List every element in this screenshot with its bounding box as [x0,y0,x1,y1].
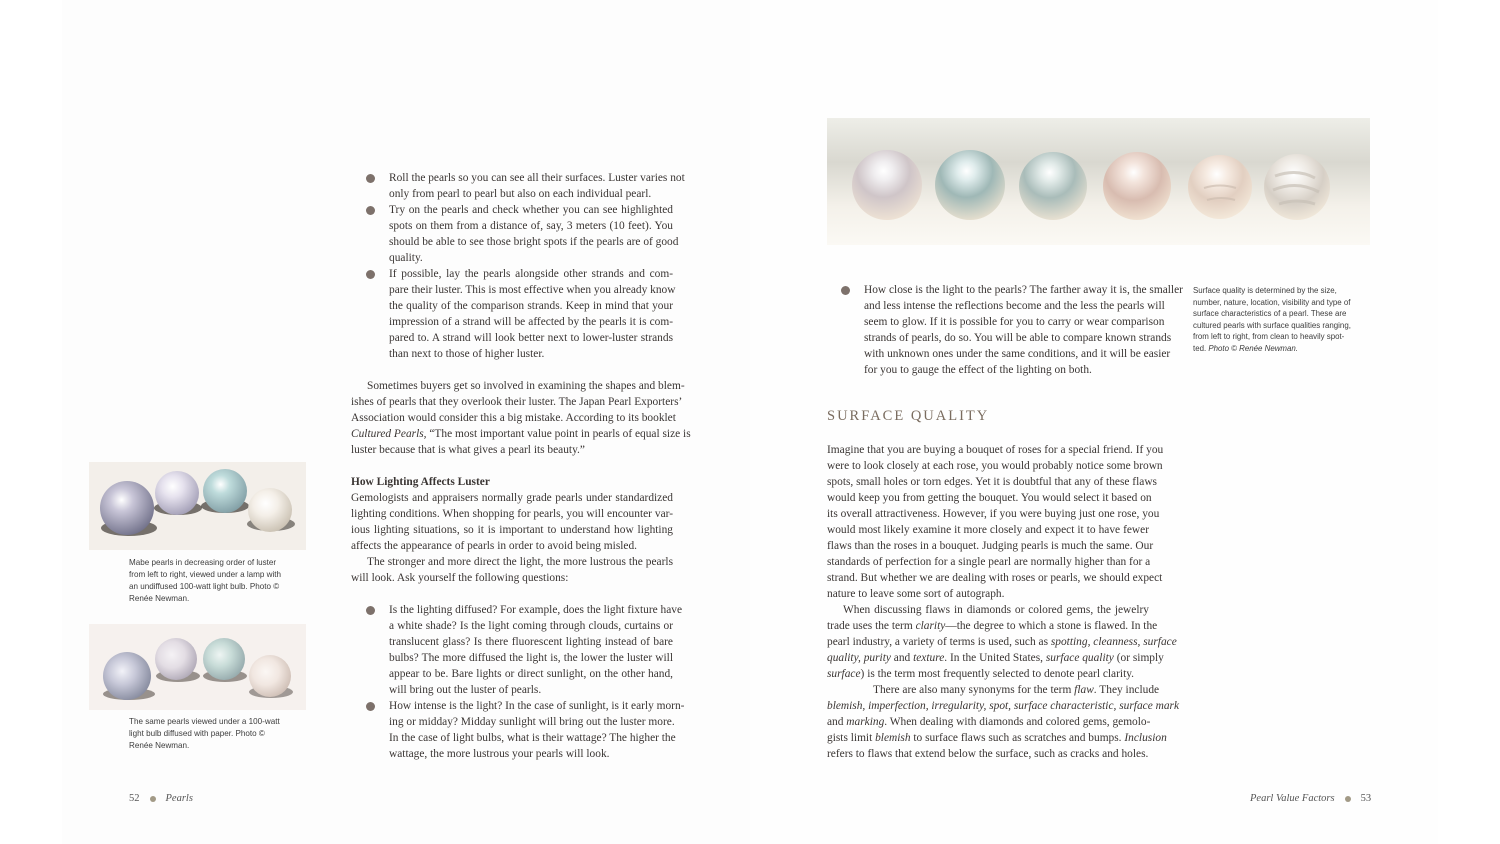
bullet-intensity [361,698,685,762]
text-span: . In the United States, [944,652,1046,664]
text-line: strands of pearls, do so. You will be able to compare known strands [864,332,1172,344]
term: spotting, cleanness, surface [1050,636,1177,648]
bullet-icon [366,206,375,215]
bullet-icon [366,702,375,711]
paragraph-stronger [351,554,673,586]
photo-credit: Photo © Renée Newman. [1208,343,1298,353]
text-line: pared to. A strand will look better next to lower-luster strands [389,332,673,344]
bullet-try-on [361,202,679,266]
text-line [827,698,1180,714]
text-line: ishes of pearls that they overlook their luster. The Japan Pearl Exporters’ [351,396,683,408]
text-span: There are also many synonyms for the term [873,684,1075,696]
text-span: —the degree to which a stone is flawed. In the [945,620,1158,632]
caption-line: number, nature, location, visibility and type of [1193,297,1351,307]
text-span: ted. [1193,343,1209,353]
text-line: Is the lighting diffused? For example, does the light fixture have [389,604,683,616]
text-line: spots on them from a distance of, say, 3 meters (10 feet). You [389,220,673,232]
term: clarity [915,620,946,632]
text-line: nature to leave some sort of autograph. [827,588,1005,600]
text-line: and less intense the reflections become and the less the pearls will [864,300,1165,312]
term: surface quality [1045,652,1114,664]
text-span: and [827,716,847,728]
right-bullet-column [836,282,1183,378]
text-line: ious lighting situations, so it is important to understand how lighting [351,524,673,536]
left-text-column [361,170,685,362]
term: texture [913,652,945,664]
term: marking [846,716,885,728]
left-text-bullets-bottom [361,602,685,762]
text-line [827,618,1158,634]
text-line: In the case of light bulbs, what is their wattage? The higher the [389,732,676,744]
surface-quality-pearls-photo [827,118,1370,245]
text-line: The stronger and more direct the light, the more lustrous the pearls [367,556,673,568]
subheading-lighting: How Lighting Affects Luster [351,476,490,488]
text-line: How intense is the light? In the case of sunlight, is it early morn- [389,700,685,712]
caption-line: an undiffused 100-watt light bulb. Photo © [129,582,280,591]
paragraph-gemologists [351,490,673,554]
text-line: luster because that is what gives a pearl its beauty.” [351,444,585,456]
caption-line: Renée Newman. [129,741,190,750]
text-line: flaws than the roses in a bouquet. Judging pearls is much the same. Our [827,540,1154,552]
text-line: its overall attractiveness. However, if you were buying just one rose, you [827,508,1160,520]
paragraph-synonyms [827,682,1180,762]
text-line: impression of a strand will be affected by the pearls it is com- [389,316,673,328]
text-line: translucent glass? Is there fluorescent lighting instead of bare [389,636,673,648]
term-list: blemish, imperfection, irregularity, spot, surface characteristic, surface mark [827,700,1180,712]
paragraph-roses [827,442,1164,602]
page-number: 52 [129,793,140,804]
mabe-pearls-photo-undiffused [89,462,306,550]
text-line: ing or midday? Midday sunlight will bring out the luster more. [389,716,675,728]
text-line [827,714,1149,730]
caption-line: Surface quality is determined by the size, [1193,286,1337,295]
text-line: the quality of the comparison strands. Keep in mind that your [389,300,673,312]
caption-line [1193,343,1373,355]
outer-margin [0,0,62,844]
text-line: lighting conditions. When shopping for pearls, you will encounter var- [351,508,673,520]
term: blemish [875,732,911,744]
bullet-icon [366,270,375,279]
text-line: Association would consider this a big mistake. According to its booklet [351,412,676,424]
caption-line: from left to right, from clean to heavily spot- [1193,332,1345,342]
text-line [827,650,1164,666]
text-line: appear to be. Bare lights or direct sunlight, on the other hand, [389,668,673,680]
folio-dot-icon [1345,796,1351,802]
folio-dot-icon [150,796,156,802]
text-line: seem to glow. If it is possible for you to carry or wear comparison [864,316,1165,328]
text-span: pearl industry, a variety of terms is used, such as [827,636,1051,648]
text-line: Try on the pearls and check whether you can see highlighted [389,204,673,216]
bullet-icon [366,606,375,615]
text-line: spots, small holes or torn edges. Yet it is doubtful that any of these flaws [827,476,1157,488]
term: flaw [1074,684,1094,696]
photo-caption-undiffused [129,557,301,605]
text-line: Sometimes buyers get so involved in examining the shapes and blem- [367,380,685,392]
text-line: bulbs? The more diffused the light is, the lower the luster will [389,652,673,664]
bullet-icon [841,286,850,295]
text-line: If possible, lay the pearls alongside other strands and com- [389,268,673,280]
caption-line: light bulb diffused with paper. Photo © [129,729,265,738]
text-line [827,666,1149,682]
text-span: to surface flaws such as scratches and bumps. [910,732,1125,744]
text-line: Roll the pearls so you can see all their surfaces. Luster varies not [389,172,685,184]
text-span: trade uses the term [827,620,916,632]
paragraph-mistake [351,378,691,458]
photo-caption-diffused [129,716,301,752]
text-line [827,634,1177,650]
term: Inclusion [1124,732,1167,744]
running-head: Pearl Value Factors [1250,793,1335,804]
text-line: pare their luster. This is most effective when you already know [389,284,676,296]
text-span: gists limit [827,732,876,744]
caption-line: surface characteristics of a pearl. These are [1193,309,1347,319]
bullet-compare-strands [361,266,676,362]
bullet-icon [366,174,375,183]
text-line [827,730,1167,746]
text-line: only from pearl to pearl but also on each individual pearl. [389,188,652,200]
text-line: wattage, the more lustrous your pearls will look. [389,748,610,760]
mabe-pearls-photo-diffused [89,624,306,710]
left-text-body [351,378,691,586]
text-line: affects the appearance of pearls in order to avoid being misled. [351,540,638,552]
right-text-body [827,442,1180,762]
text-line: a white shade? Is the light coming through clouds, curtains or [389,620,673,632]
text-span: and [890,652,914,664]
text-span: (or simply [1113,652,1164,664]
term: quality, purity [827,652,891,664]
text-line: Gemologists and appraisers normally grade pearls under standardized [351,492,673,504]
bullet-roll-pearls [361,170,685,202]
caption-line: cultured pearls with surface qualities ranging, [1193,320,1351,330]
text-line: would keep you from getting the bouquet. You would select it based on [827,492,1152,504]
paragraph-clarity [827,602,1177,682]
text-line: refers to flaws that extend below the surface, such as cracks and holes. [827,748,1149,760]
caption-line: Renée Newman. [129,594,190,603]
text-line: Imagine that you are buying a bouquet of roses for a special friend. If you [827,444,1164,456]
right-folio [1250,793,1371,804]
section-heading-surface-quality: SURFACE QUALITY [827,408,990,424]
term: surface [827,668,861,680]
text-line: than next to those of higher luster. [389,348,545,360]
text-line: quality. [389,252,423,264]
text-line: with unknown ones under the same conditions, and it will be easier [864,348,1171,360]
text-line [351,426,691,442]
text-line: for you to gauge the effect of the lighting on both. [864,364,1092,376]
running-head: Pearls [165,793,193,804]
caption-line: The same pearls viewed under a 100-watt [129,717,280,726]
text-line [827,682,1160,698]
text-span: . They include [1093,684,1160,696]
caption-line: Mabe pearls in decreasing order of luster [129,558,277,567]
page-number: 53 [1360,793,1372,804]
text-line: would most likely examine it more closely and expect it to have fewer [827,524,1149,536]
text-line: were to look closely at each rose, you would probably notice some brown [827,460,1163,472]
photo-caption-surface-quality [1193,285,1373,355]
booklet-title: Cultured Pearls, [351,428,427,440]
text-line: How close is the light to the pearls? The farther away it is, the smaller [864,284,1183,296]
text-line: standards of perfection for a single pearl are normally higher than for a [827,556,1151,568]
text-line: will bring out the luster of pearls. [389,684,542,696]
text-line: will look. Ask yourself the following questions: [351,572,569,584]
text-span: “The most important value point in pearls of equal size is [426,428,691,440]
caption-line: from left to right, viewed under a lamp with [129,570,282,579]
bullet-diffused [361,602,683,698]
text-line: should be able to see those bright spots if the pearls are of good [389,236,679,248]
text-span: . When dealing with diamonds and colored gems, gemolo- [884,716,1151,728]
text-span: ) is the term most frequently selected to denote pearl clarity. [860,668,1135,680]
text-line: When discussing flaws in diamonds or colored gems, the jewelry [843,604,1149,616]
left-folio [129,793,193,804]
bullet-light-distance [836,282,1183,378]
text-line: strand. But whether we are dealing with roses or pearls, we should expect [827,572,1163,584]
